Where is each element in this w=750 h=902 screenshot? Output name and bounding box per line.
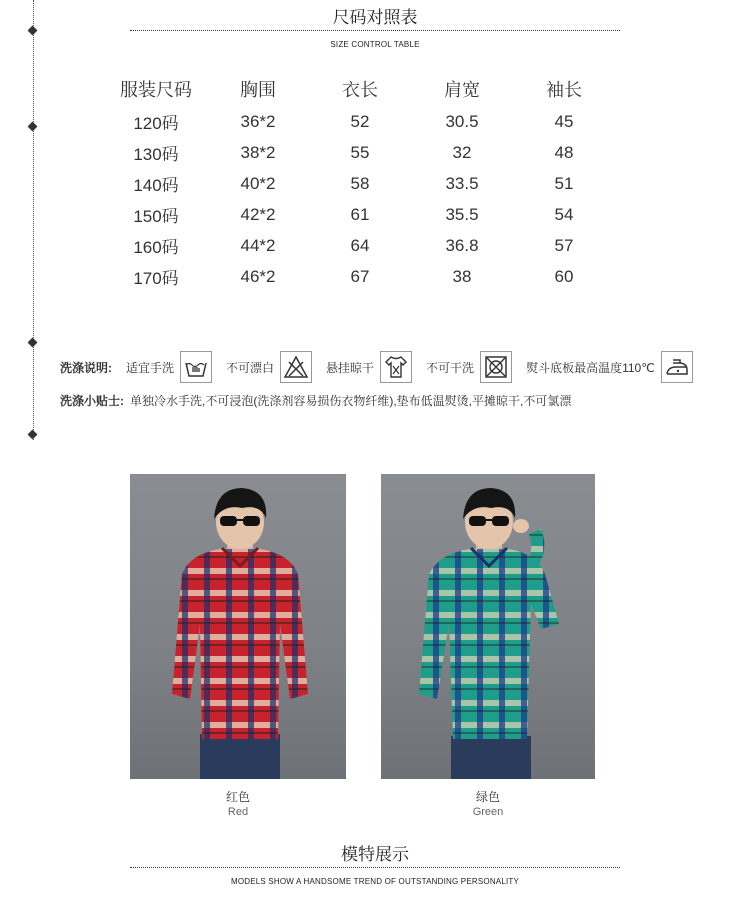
wash-item-label: 悬挂晾干	[326, 360, 375, 375]
left-dotted-line	[33, 0, 34, 440]
cell-sleeve: 57	[554, 235, 574, 255]
cell-chest: 42*2	[240, 204, 276, 224]
cell-chest: 40*2	[240, 173, 276, 193]
product-caption-red	[130, 790, 346, 820]
no-bleach-icon	[280, 351, 312, 383]
table-row	[105, 230, 615, 261]
cell-chest: 46*2	[240, 266, 276, 286]
cell-length: 52	[350, 111, 370, 131]
model-section-title: 模特展示	[341, 845, 409, 864]
no-dry-clean-icon	[480, 351, 512, 383]
washing-instructions	[60, 349, 707, 385]
tips-label: 洗涤小贴士:	[60, 394, 124, 408]
color-name-cn: 绿色	[475, 790, 500, 804]
cell-shoulder: 30.5	[445, 111, 479, 131]
product-photo-green	[381, 474, 595, 779]
divider	[130, 867, 620, 868]
wash-item-label: 不可漂白	[226, 360, 275, 375]
cell-sleeve: 45	[554, 111, 574, 131]
hang-dry-icon	[380, 351, 412, 383]
size-section-title: 尺码对照表	[332, 8, 418, 27]
cell-shoulder: 32	[452, 142, 472, 162]
cell-sleeve: 48	[554, 142, 574, 162]
cell-length: 58	[350, 173, 370, 193]
cell-length: 61	[350, 204, 370, 224]
model-green-shirt-image	[381, 474, 595, 779]
model-section-subtitle: MODELS SHOW A HANDSOME TREND OF OUTSTANDING PERSONALITY	[230, 877, 520, 886]
cell-sleeve: 60	[554, 266, 574, 286]
wash-item-label: 不可干洗	[426, 360, 475, 375]
size-section-subtitle: SIZE CONTROL TABLE	[330, 40, 420, 49]
header-size: 服装尺码	[120, 80, 192, 100]
cell-sleeve: 54	[554, 204, 574, 224]
cell-size: 150码	[133, 207, 179, 226]
header-chest: 胸围	[240, 80, 276, 100]
cell-shoulder: 38	[452, 266, 472, 286]
cell-shoulder: 36.8	[445, 235, 479, 255]
cell-length: 64	[350, 235, 370, 255]
header-shoulder: 肩宽	[444, 80, 480, 100]
cell-chest: 38*2	[240, 142, 276, 162]
product-caption-green	[381, 790, 595, 820]
hand-wash-icon	[180, 351, 212, 383]
model-red-shirt-image	[130, 474, 346, 779]
diamond-marker	[28, 430, 38, 440]
product-photo-red	[130, 474, 346, 779]
cell-sleeve: 51	[554, 173, 574, 193]
cell-shoulder: 33.5	[445, 173, 479, 193]
color-name-en: Red	[227, 806, 249, 818]
cell-length: 67	[350, 266, 370, 286]
divider	[130, 30, 620, 31]
cell-size: 160码	[133, 238, 179, 257]
table-row	[105, 168, 615, 199]
tips-text: 单独冷水手洗,不可浸泡(洗涤剂容易损伤衣物纤维),垫布低温熨烫,平摊晾干,不可氯漂	[130, 394, 572, 408]
cell-shoulder: 35.5	[445, 204, 479, 224]
color-name-cn: 红色	[225, 790, 250, 804]
wash-item-label: 熨斗底板最高温度110℃	[526, 360, 655, 375]
diamond-marker	[28, 122, 38, 132]
header-length: 衣长	[342, 80, 378, 100]
diamond-marker	[28, 338, 38, 348]
cell-size: 120码	[133, 114, 179, 133]
cell-size: 140码	[133, 176, 179, 195]
table-row	[105, 137, 615, 168]
cell-length: 55	[350, 142, 370, 162]
cell-size: 170码	[133, 269, 179, 288]
washing-label: 洗涤说明:	[60, 360, 112, 375]
header-sleeve: 袖长	[546, 80, 582, 100]
wash-item-label: 适宜手洗	[126, 360, 175, 375]
table-row	[105, 199, 615, 230]
table-row	[105, 106, 615, 137]
cell-size: 130码	[133, 145, 179, 164]
size-table	[105, 72, 615, 292]
cell-chest: 36*2	[240, 111, 276, 131]
table-row	[105, 261, 615, 292]
washing-tips	[60, 392, 571, 409]
table-header-row	[105, 72, 615, 106]
cell-chest: 44*2	[240, 235, 276, 255]
iron-icon	[661, 351, 693, 383]
color-name-en: Green	[472, 806, 504, 818]
